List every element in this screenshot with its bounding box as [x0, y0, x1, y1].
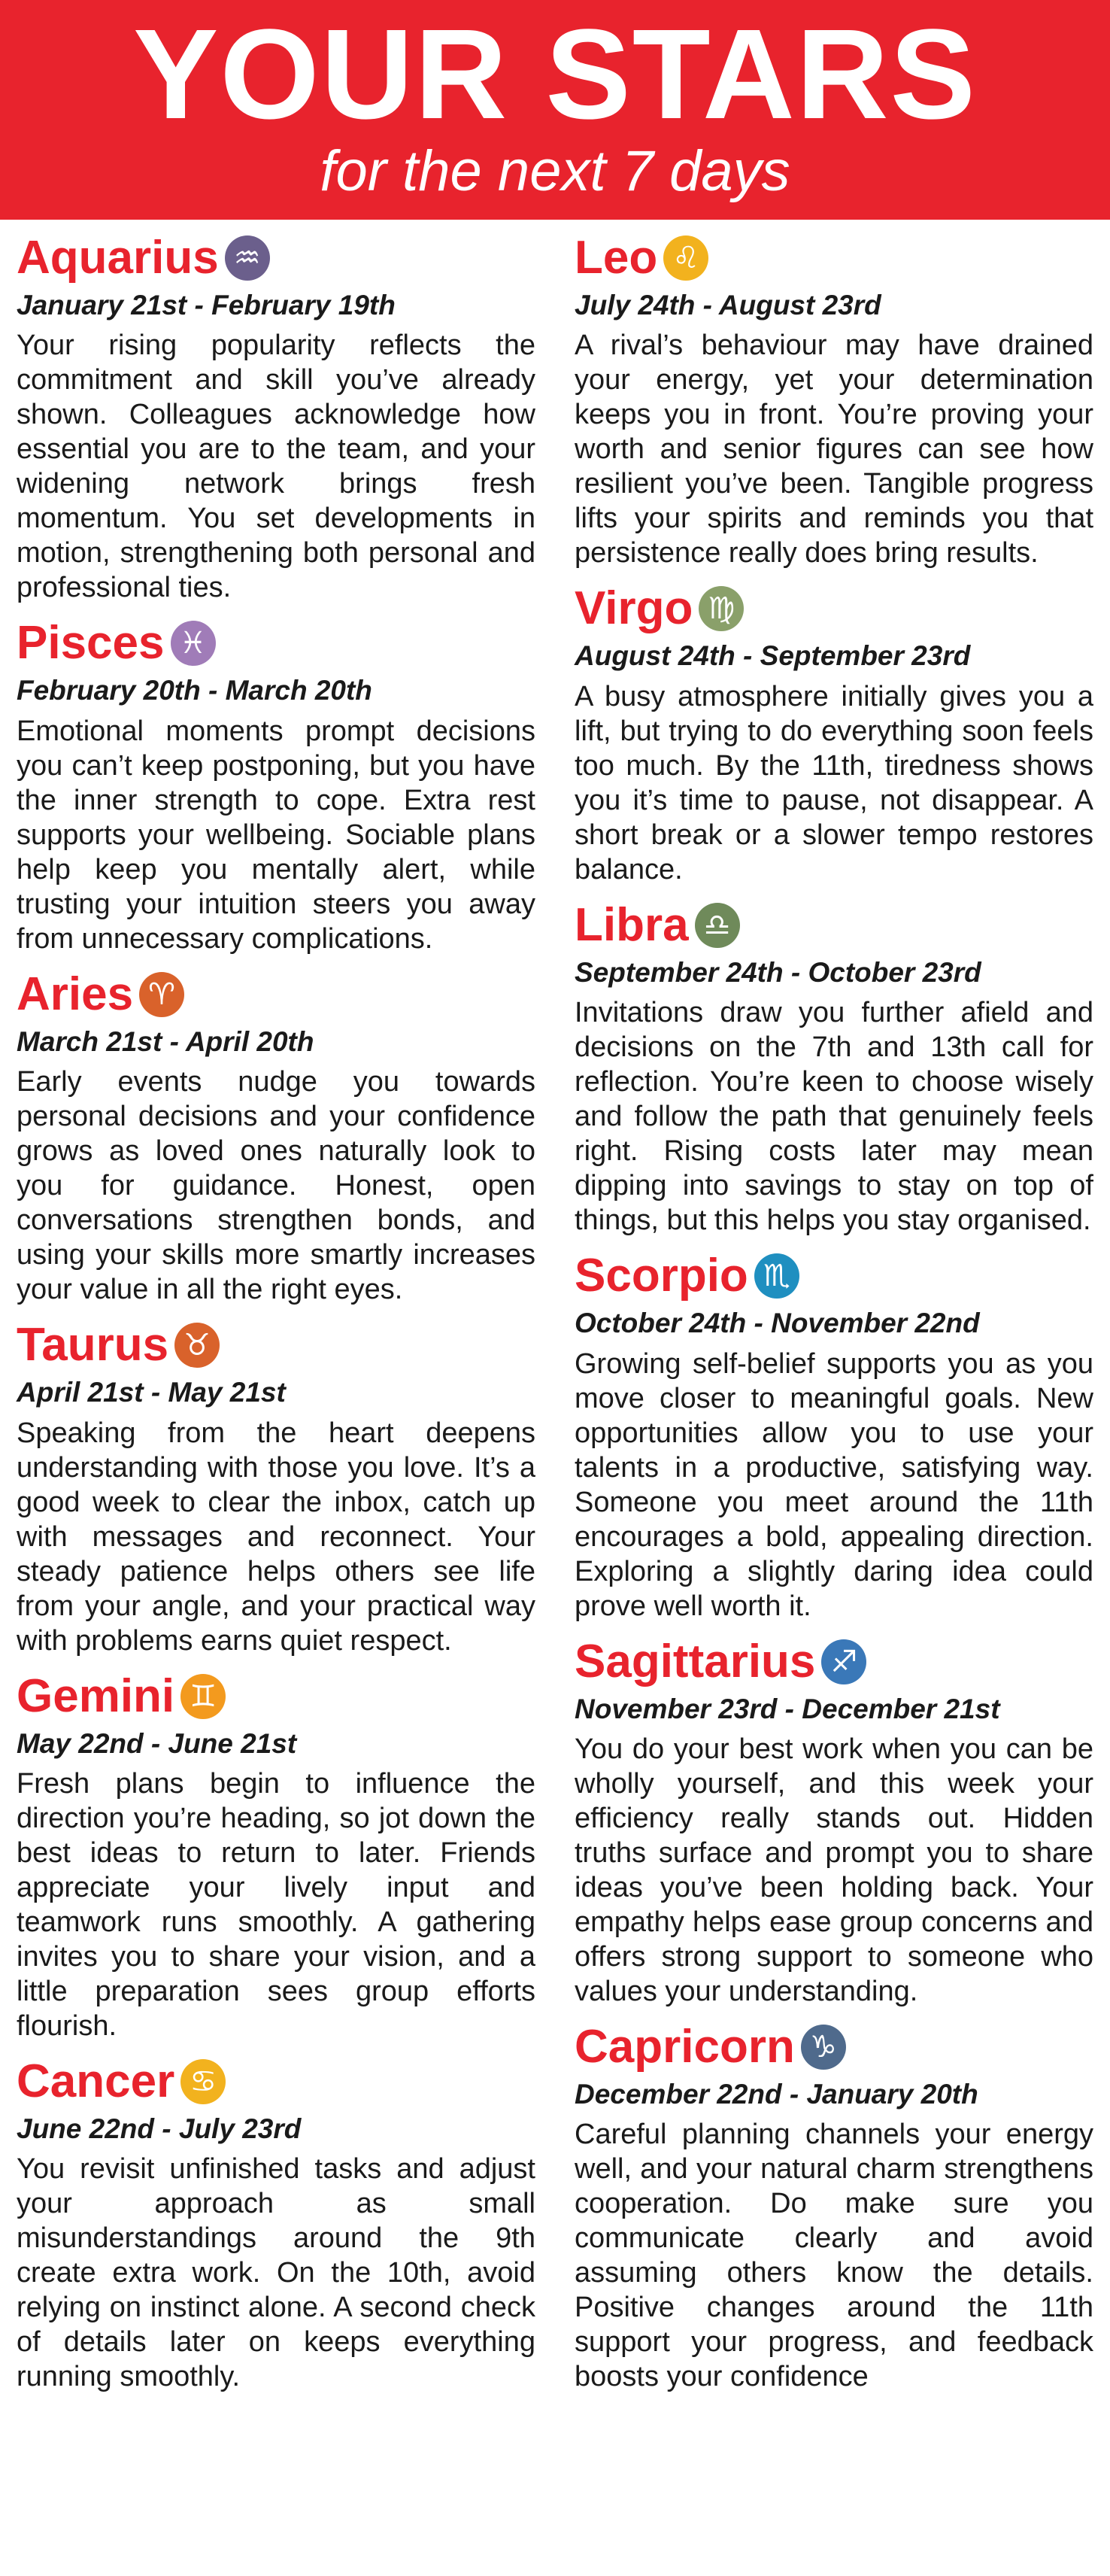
sign-cancer: [17, 2051, 535, 2394]
sign-gemini: [17, 1666, 535, 2043]
sign-dates: April 21st - May 21st: [17, 1377, 286, 1408]
sign-dates: June 22nd - July 23rd: [17, 2113, 302, 2144]
left-column: [17, 227, 535, 2401]
pisces-icon: ♓: [171, 621, 216, 666]
sign-dates: November 23rd - December 21st: [575, 1693, 1000, 1724]
sign-libra: [575, 895, 1093, 1238]
sign-dates: September 24th - October 23rd: [575, 956, 981, 988]
sign-taurus: [17, 1314, 535, 1657]
sign-forecast: Early events nudge you towards personal decisions and your confidence grows as loved ones naturally look to you for guidance. Honest, open conversations strengthen bonds, and using your skills more smartly increases your value in all the right eyes.: [17, 1066, 535, 1306]
sign-name: Aries: [17, 968, 134, 1020]
sign-forecast: You do your best work when you can be wholly yourself, and this week your efficiency really stands out. Hidden truths surface and prompt you to share ideas you’ve been holding back. Your empathy helps ease group concerns and offers strong support to someone who values your understanding.: [575, 1733, 1093, 2007]
sign-virgo: [575, 578, 1093, 886]
sign-name: Virgo: [575, 582, 693, 635]
sign-forecast: Speaking from the heart deepens understanding with those you love. It’s a good week to clear the inbox, catch up with messages and reconnect. Your steady patience helps others see life from your angle, and your practical way with problems earns quiet respect.: [17, 1417, 535, 1657]
page-title: YOUR STARS: [133, 3, 977, 146]
sign-dates: May 22nd - June 21st: [17, 1727, 297, 1759]
sign-dates: January 21st - February 19th: [17, 290, 396, 320]
scorpio-icon: ♏: [754, 1253, 799, 1299]
sign-name: Sagittarius: [575, 1635, 816, 1687]
aries-icon: ♈: [139, 972, 184, 1017]
sign-scorpio: [575, 1245, 1093, 1623]
page-subtitle: for the next 7 days: [320, 139, 790, 203]
sign-name: Pisces: [17, 617, 165, 670]
sign-forecast: A busy atmosphere initially gives you a lift, but trying to do everything soon feels too much. By the 11th, tiredness shows you it’s time to pause, not disappear. A short break or a slower tempo restores balance.: [575, 680, 1093, 886]
sign-aquarius: [17, 227, 535, 605]
cancer-icon: ♋: [180, 2059, 226, 2104]
sign-name: Gemini: [17, 1669, 175, 1722]
sign-forecast: Your rising popularity reflects the commitment and skill you’ve already shown. Colleagues acknowledge how essential you are to the team, and your widening network brings fresh momentum. You set developments in motion, strengthening both personal and professional ties.: [17, 330, 535, 604]
sign-dates: February 20th - March 20th: [17, 675, 372, 706]
sign-dates: July 24th - August 23rd: [575, 290, 881, 320]
aquarius-icon: ♒: [225, 235, 270, 281]
sign-forecast: You revisit unfinished tasks and adjust your approach as small misunderstandings around the 9th create extra work. On the 10th, avoid relying on instinct alone. A second check of details later on keeps everything running smoothly.: [17, 2153, 535, 2393]
sign-name: Aquarius: [17, 232, 219, 284]
sign-name: Cancer: [17, 2055, 175, 2107]
sign-forecast: Fresh plans begin to influence the direction you’re heading, so jot down the best ideas to return to later. Friends appreciate your lively input and teamwork runs smoothly. A gathering invites you to share your vision, and a little preparation sees group efforts flourish.: [17, 1767, 535, 2042]
sign-name: Scorpio: [575, 1250, 748, 1302]
sign-forecast: Careful planning channels your energy well, and your natural charm strengthens cooperation. Do make sure you communicate clearly and avoid assuming others know the details. Positive changes around the 11th support your progress, and feedback boosts your confidence: [575, 2119, 1093, 2393]
sign-name: Libra: [575, 898, 689, 951]
sign-forecast: Invitations draw you further afield and decisions on the 7th and 13th call for reflection. You’re keen to choose wisely and follow the path that genuinely feels right. Rising costs later may mean dipping into savings to stay on top of things, but this helps you stay organised.: [575, 997, 1093, 1237]
sign-forecast: Emotional moments prompt decisions you can’t keep postponing, but you have the inner strength to cope. Extra rest supports your wellbeing. Sociable plans help keep you mentally alert, while trusting your intuition steers you away from unnecessary complications.: [17, 715, 535, 955]
sign-aries: [17, 964, 535, 1307]
sign-sagittarius: [575, 1631, 1093, 2009]
sign-capricorn: [575, 2016, 1093, 2394]
sagittarius-icon: ♐: [821, 1639, 866, 1684]
sign-dates: August 24th - September 23rd: [575, 640, 971, 672]
libra-icon: ♎: [695, 903, 740, 948]
sign-name: Taurus: [17, 1319, 169, 1372]
header-banner: [0, 0, 1110, 220]
virgo-icon: ♍: [699, 586, 744, 631]
sign-name: Capricorn: [575, 2020, 795, 2073]
sign-leo: [575, 227, 1093, 570]
taurus-icon: ♉: [174, 1323, 220, 1368]
capricorn-icon: ♑: [801, 2025, 846, 2070]
leo-icon: ♌: [663, 235, 708, 281]
sign-dates: December 22nd - January 20th: [575, 2078, 978, 2110]
gemini-icon: ♊: [180, 1674, 226, 1719]
sign-dates: March 21st - April 20th: [17, 1025, 314, 1057]
horoscope-columns: [0, 220, 1110, 2401]
sign-dates: October 24th - November 22nd: [575, 1308, 980, 1339]
sign-pisces: [17, 612, 535, 955]
sign-forecast: Growing self-belief supports you as you move closer to meaningful goals. New opportunities allow you to use your talents in a productive, satisfying way. Someone you meet around the 11th encourages a bold, appealing direction. Exploring a slightly daring idea could prove well worth it.: [575, 1347, 1093, 1622]
sign-forecast: A rival’s behaviour may have drained your energy, yet your determination keeps you in front. You’re proving your worth and senior figures can see how resilient you’ve been. Tangible progress lifts your spirits and reminds you that persistence really does bring results.: [575, 330, 1093, 570]
sign-name: Leo: [575, 232, 658, 284]
right-column: [575, 227, 1093, 2401]
